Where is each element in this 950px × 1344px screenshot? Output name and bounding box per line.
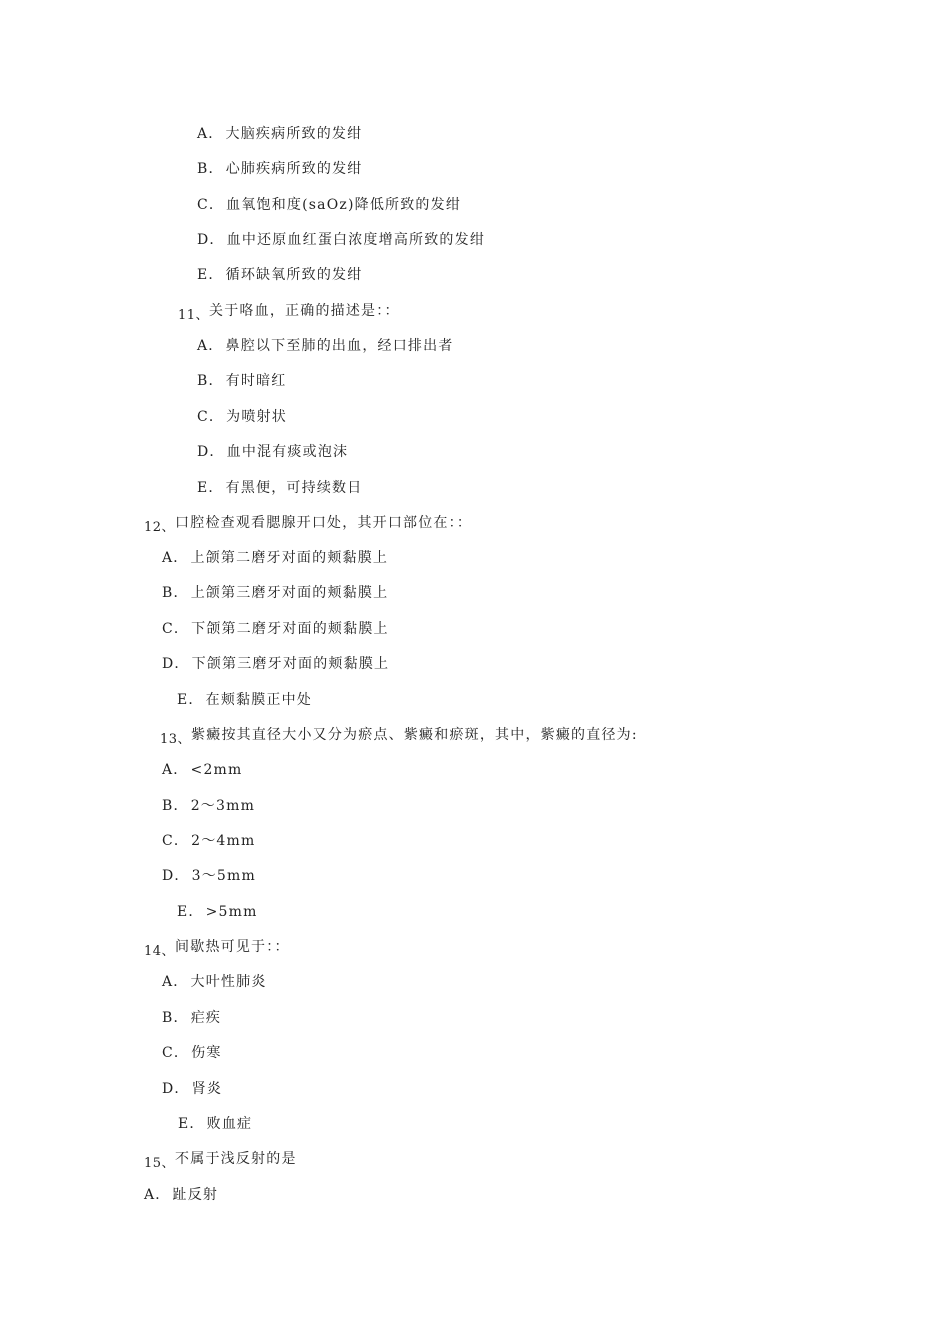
- option-label: A．: [197, 126, 224, 142]
- q12-option-d: [162, 655, 389, 673]
- question-number: 11、: [178, 308, 210, 323]
- option-label: D．: [162, 1081, 190, 1097]
- q14-option-e: [178, 1115, 252, 1133]
- option-text: 伤寒: [191, 1045, 222, 1061]
- q14-option-a: [162, 973, 267, 991]
- q14-option-c: [162, 1044, 222, 1062]
- option-label: C．: [162, 833, 190, 849]
- option-label: E．: [178, 1116, 205, 1132]
- option-label: D．: [197, 444, 225, 460]
- option-text: 上颌第二磨牙对面的颊黏膜上: [190, 550, 389, 566]
- question-text: 间歇热可见于：：: [175, 939, 290, 955]
- q13-option-b: [162, 797, 255, 815]
- q14-option-b: [162, 1009, 221, 1027]
- option-text: 鼻腔以下至肺的出血，经口排出者: [225, 338, 454, 354]
- q11-option-e: [197, 479, 362, 497]
- q11-option-d: [197, 443, 348, 461]
- option-label: A．: [162, 550, 189, 566]
- option-label: E．: [177, 904, 204, 920]
- option-label: B．: [197, 373, 224, 389]
- option-text: 大脑疾病所致的发绀: [225, 126, 363, 142]
- q15-stem: [144, 1150, 297, 1169]
- q12-option-e: [177, 691, 312, 709]
- option-text: 大叶性肺炎: [190, 974, 267, 990]
- option-text: >5mm: [205, 904, 258, 920]
- q10-option-a: [197, 125, 362, 143]
- q14-stem: [144, 938, 290, 957]
- option-label: D．: [197, 232, 225, 248]
- q11-option-c: [197, 408, 287, 426]
- q13-option-c: [162, 832, 256, 850]
- option-label: E．: [197, 267, 224, 283]
- option-label: C．: [197, 409, 225, 425]
- option-text: 心肺疾病所致的发绀: [225, 161, 363, 177]
- question-text: 口腔检查观看腮腺开口处，其开口部位在：：: [175, 515, 473, 531]
- option-text: 循环缺氧所致的发绀: [225, 267, 363, 283]
- option-text: 血氧饱和度(saOz)降低所致的发绀: [226, 197, 462, 213]
- option-label: C．: [162, 1045, 190, 1061]
- q11-option-b: [197, 372, 287, 390]
- option-label: B．: [162, 585, 189, 601]
- q12-option-a: [162, 549, 388, 567]
- option-label: B．: [162, 798, 189, 814]
- option-text: 血中还原血红蛋白浓度增高所致的发绀: [226, 232, 486, 248]
- q11-stem: [178, 302, 400, 321]
- option-label: A．: [162, 762, 189, 778]
- question-text: 不属于浅反射的是: [175, 1151, 297, 1167]
- question-number: 12、: [144, 520, 176, 535]
- option-label: E．: [177, 692, 204, 708]
- option-label: E．: [197, 480, 224, 496]
- q13-option-a: [162, 761, 243, 779]
- q10-option-c: [197, 196, 461, 214]
- question-number: 14、: [144, 944, 176, 959]
- option-label: D．: [162, 868, 190, 884]
- option-text: 疟疾: [190, 1010, 222, 1026]
- option-text: 肾炎: [191, 1081, 223, 1097]
- option-text: 血中混有痰或泡沫: [226, 444, 349, 460]
- q10-option-d: [197, 231, 485, 249]
- q12-stem: [144, 514, 472, 533]
- q10-option-e: [197, 266, 362, 284]
- q14-option-d: [162, 1080, 222, 1098]
- q13-stem: [160, 726, 638, 745]
- q11-option-a: [197, 337, 454, 355]
- option-text: 下颌第三磨牙对面的颊黏膜上: [191, 656, 390, 672]
- option-text: 有时暗红: [225, 373, 287, 389]
- option-label: D．: [162, 656, 190, 672]
- option-label: C．: [197, 197, 225, 213]
- option-text: 2～4mm: [191, 833, 256, 849]
- question-text: 紫癜按其直径大小又分为瘀点、紫癜和瘀斑，其中，紫癜的直径为:: [191, 727, 638, 743]
- q12-option-b: [162, 584, 388, 602]
- option-text: 败血症: [206, 1116, 253, 1132]
- option-text: <2mm: [190, 762, 243, 778]
- option-label: A．: [162, 974, 189, 990]
- question-number: 13、: [160, 732, 192, 747]
- option-label: A．: [197, 338, 224, 354]
- option-label: C．: [162, 621, 190, 637]
- option-text: 上颌第三磨牙对面的颊黏膜上: [190, 585, 389, 601]
- option-text: 2～3mm: [190, 798, 256, 814]
- option-label: B．: [197, 161, 224, 177]
- option-text: 为喷射状: [226, 409, 287, 425]
- option-text: 下颌第二磨牙对面的颊黏膜上: [191, 621, 389, 637]
- question-text: 关于咯血，正确的描述是：：: [209, 303, 400, 319]
- option-text: 趾反射: [172, 1187, 219, 1203]
- option-text: 在颊黏膜正中处: [205, 692, 313, 708]
- q15-option-a: [144, 1186, 218, 1204]
- q10-option-b: [197, 160, 363, 178]
- option-label: A．: [144, 1187, 171, 1203]
- q12-option-c: [162, 620, 389, 638]
- option-label: B．: [162, 1010, 189, 1026]
- option-text: 3～5mm: [191, 868, 256, 884]
- option-text: 有黑便，可持续数日: [225, 480, 363, 496]
- q13-option-e: [177, 903, 258, 921]
- question-number: 15、: [144, 1156, 176, 1171]
- q13-option-d: [162, 867, 256, 885]
